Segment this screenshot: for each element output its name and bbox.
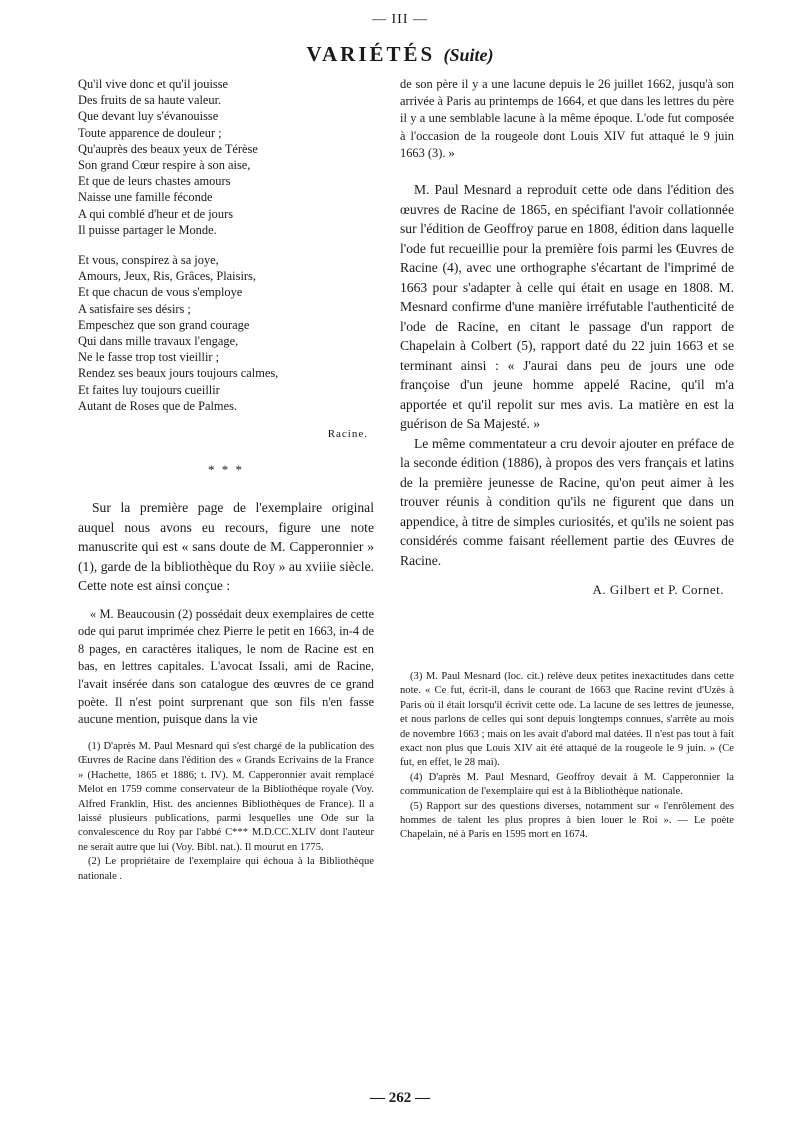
poem-stanza-2 — [78, 252, 374, 414]
title-text: VARIÉTÉS — [306, 42, 436, 66]
poem-line: Et faites luy toujours cueillir — [78, 382, 220, 397]
poem-line: A qui comblé d'heur et de jours — [78, 206, 234, 221]
poem-line: Toute apparence de douleur ; — [78, 125, 222, 140]
poem-line: Et que chacun de vous s'employe — [78, 285, 243, 300]
poem-signature: Racine. — [327, 428, 368, 441]
poem-line: Qui dans mille travaux l'engage, — [78, 334, 239, 349]
body-paragraph: Le même commentateur a cru devoir ajouter en préface de la seconde édition (1886), à propos des vers français et latins de la première jeunesse de Racine, qu'on peut aimer à les trouver réunis à condition qu'ils ne figurent que dans un appendice, à titre de simples curiosités, et qu'ils ne soient pas considérés comme faisant réellement partie des Œuvres de Racine. — [400, 435, 734, 568]
poem-line: Rendez ses beaux jours toujours calmes, — [78, 366, 279, 381]
page-number: — 262 — — [370, 1090, 430, 1106]
poem — [78, 76, 374, 440]
right-column — [400, 76, 734, 598]
poem-line: Et que de leurs chastes amours — [78, 174, 231, 189]
quoted-note-continuation: de son père il y a une lacune depuis le 26 juillet 1662, jusqu'à son arrivée à Paris au printemps de 1664, et que dans les lettres du père il y a une semblable lacune à la même époque. L'ode fut composée à l'occasion de la rougeole dont Louis XIV fut attaqué le 9 juin 1663 (3). » — [400, 77, 734, 160]
poem-line: Qu'il vive donc et qu'il jouisse — [78, 77, 229, 91]
footnote-2: (2) Le propriétaire de l'exemplaire qui échoua à la Bibliothèque nationale . — [78, 856, 374, 882]
poem-line: Qu'auprès des beaux yeux de Térèse — [78, 141, 258, 156]
poem-line: Ne le fasse trop tost vieillir ; — [78, 350, 220, 365]
poem-line: Son grand Cœur respire à son aise, — [78, 158, 251, 173]
poem-stanza-1 — [78, 76, 374, 238]
footnote-3: (3) M. Paul Mesnard (loc. cit.) relève deux petites inexactitudes dans cette note. « Ce fut, écrit-il, dans le courant de 1663 que Racine revint d'Uzès à Paris où il était lorsqu'il écrivit cette ode. La lacune de ses lettres de jeunesse, et nous parlons de celles qui sont depuis longtemps connues, s'arrête au mois de novembre 1663 ; mais on les avait d'abord mal datées. Il n'est pas tout à fait exact non plus que Louis XIV ait été attaqué de la rougeole le 9 juin. » (Ce fut, en effet, le 28 mai). — [400, 671, 734, 769]
footnotes-right — [400, 670, 734, 843]
page-title — [0, 42, 800, 67]
poem-line: Et vous, conspirez à sa joye, — [78, 253, 219, 268]
footnote-4: (4) D'après M. Paul Mesnard, Geoffroy devait à M. Capperonnier la communication de l'exemplaire qui est à la Bibliothèque nationale. — [400, 771, 734, 798]
poem-line: Des fruits de sa haute valeur. — [78, 93, 222, 108]
poem-line: Que devant luy s'évanouisse — [78, 109, 219, 124]
authors-signature: A. Gilbert et P. Cornet. — [592, 582, 724, 598]
section-separator: * * * — [208, 462, 244, 478]
quoted-note: « M. Beaucousin (2) possédait deux exemplaires de cette ode qui parut imprimée chez Pierre le petit en 1663, in-4 de 8 pages, en caractères italiques, le nom de Racine est en bas, en lettres capitales. L'avocat Issali, ami de Racine, l'avait insérée dans son catalogue des œuvres de ce grand poète. Il n'est point surprenant que son fils n'en fasse aucune mention, puisque dans la vie — [78, 606, 374, 727]
running-page-number: — III — — [372, 12, 428, 27]
poem-line: Empeschez que son grand courage — [78, 317, 250, 332]
footnotes-left — [78, 740, 374, 884]
left-column — [78, 76, 374, 729]
poem-line: Autant de Roses que de Palmes. — [78, 398, 237, 413]
footnote-1: (1) D'après M. Paul Mesnard qui s'est chargé de la publication des Œuvres de Racine dans l'édition des « Grands Ecrivains de la France » (Hachette, 1865 et 1886; t. IV). M. Capperonnier avait remplacé Melot en 1759 comme conservateur de la Bibliothèque royale (Voy. Alfred Franklin, Hist. des anciennes Bibliothèques de France). Il a laissé plusieurs publications, parmi lesquelles une Ode sur la convalescence du Roy par l'abbé C*** M.D.CC.XLIV dont l'auteur ne serait autre que lui (Voy. Bibl. nat.). Il mourut en 1775. — [78, 741, 374, 853]
poem-line: Il puisse partager le Monde. — [78, 222, 217, 237]
poem-line: Amours, Jeux, Ris, Grâces, Plaisirs, — [78, 269, 256, 284]
title-suffix: (Suite) — [443, 45, 494, 65]
body-paragraph: M. Paul Mesnard a reproduit cette ode dans l'édition des œuvres de Racine de 1865, en spécifiant l'avoir collationnée sur l'édition de Geoffroy parue en 1808, édition dans laquelle l'ode fut recueillie pour la première fois parmi les Œuvres de Racine (4), avec une orthographe s'écartant de l'imprimé de 1663 pour s'adapter à celle qui était en usage en 1808. M. Mesnard confirme d'une manière irréfutable l'authenticité de l'ode de Racine, en citant le passage d'un rapport de Chapelain à Colbert (5), rapport daté du 22 juin 1663 et se terminant ainsi : « J'aurai dans peu de jours une ode françoise d'un jeune homme appelé Racine, qu'il m'a apportée et qu'il repolit sur mes avis. La matière en est la guérison de Sa Majesté. » — [400, 182, 734, 432]
poem-line: A satisfaire ses désirs ; — [78, 301, 191, 316]
poem-line: Naisse une famille féconde — [78, 190, 213, 205]
footnote-5: (5) Rapport sur des questions diverses, notamment sur « l'enrôlement des hommes de talent les plus propres à bien louer le Roi ». — Le poète Chapelain, né à Paris en 1595 mort en 1674. — [400, 800, 734, 841]
body-paragraph: Sur la première page de l'exemplaire original auquel nous avons eu recours, figure une note manuscrite qui est « sans doute de M. Capperonnier » (1), garde de la bibliothèque du Roy » au xviiie siècle. Cette note est ainsi conçue : — [78, 500, 374, 594]
